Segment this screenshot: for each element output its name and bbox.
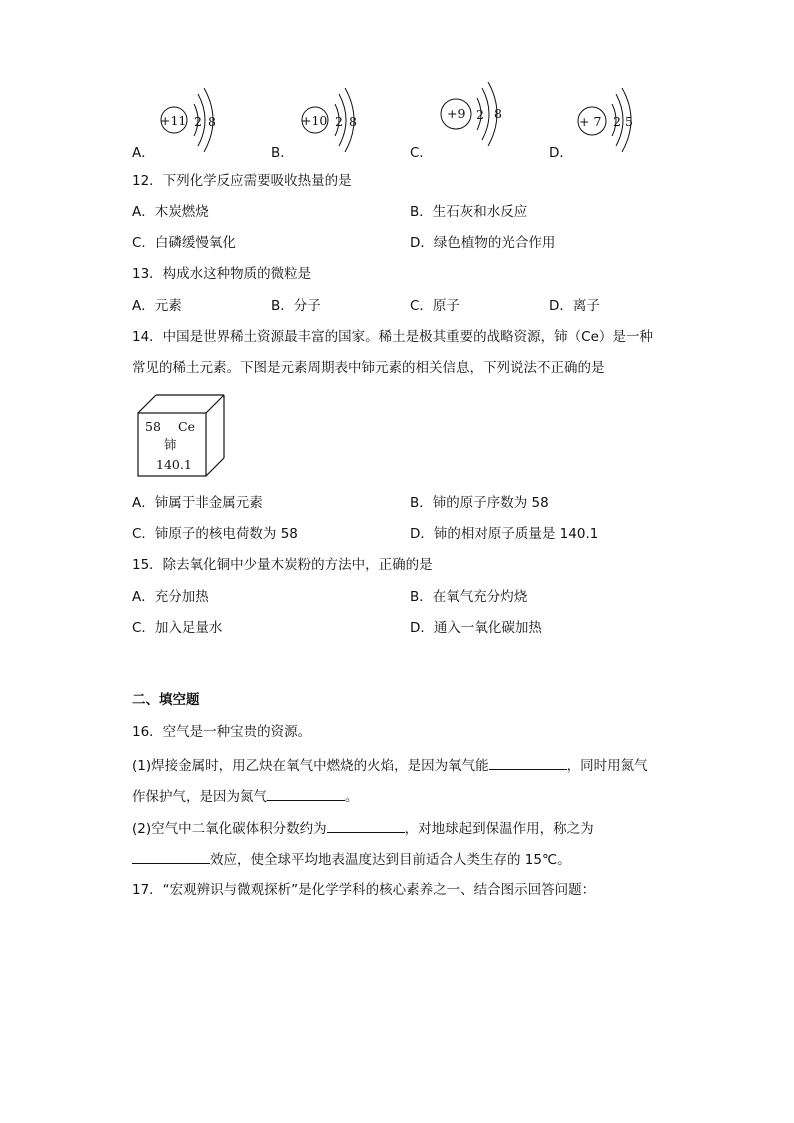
- shell1-c: 2: [476, 107, 484, 122]
- q15-option-c: C．加入足量水: [132, 620, 223, 636]
- q14-option-a: A．铈属于非金属元素: [132, 495, 263, 511]
- element-symbol: Ce: [178, 419, 195, 434]
- q12-option-c: C．白磷缓慢氧化: [132, 235, 236, 251]
- q14-stem-line2: 常见的稀土元素。下图是元素周期表中铈元素的相关信息，下列说法不正确的是: [132, 360, 605, 376]
- q12-option-a: A．木炭燃烧: [132, 204, 209, 220]
- answer-blank-3[interactable]: [327, 818, 405, 833]
- atom-diagram-c: [438, 78, 548, 150]
- q15-option-d: D．通入一氧化碳加热: [410, 620, 542, 636]
- q12-option-d: D．绿色植物的光合作用: [410, 235, 556, 251]
- q16-p1-text-b: ，同时用氮气: [566, 758, 648, 774]
- q16-part1-line2: [132, 786, 359, 806]
- q13-option-d: D．离子: [549, 298, 600, 314]
- answer-blank-2[interactable]: [267, 786, 345, 801]
- atomic-number: 58: [145, 419, 161, 434]
- q16-p1-text-a: (1)焊接金属时，用乙炔在氧气中燃烧的火焰，是因为氧气能: [132, 758, 489, 774]
- atom-diagram-a: [156, 84, 266, 156]
- option-b-letter: B．: [271, 145, 294, 161]
- shell1-d: 2: [613, 114, 621, 129]
- q12-option-b: B．生石灰和水反应: [410, 204, 528, 220]
- q16-p1-text-d: 。: [345, 789, 359, 805]
- atom-diagram-b: [298, 84, 408, 156]
- shell2-b: 8: [349, 114, 357, 129]
- answer-blank-4[interactable]: [132, 849, 210, 864]
- q15-option-b: B．在氧气充分灼烧: [410, 589, 528, 605]
- answer-blank-1[interactable]: [489, 755, 567, 770]
- q16-p2-text-b: ，对地球起到保温作用，称之为: [404, 821, 594, 837]
- shell1-b: 2: [335, 114, 343, 129]
- q14-option-c: C．铈原子的核电荷数为 58: [132, 526, 298, 542]
- nucleus-label-d: + 7: [579, 114, 602, 129]
- nucleus-label-a: +11: [160, 113, 187, 128]
- q16-part1-line1: [132, 755, 648, 775]
- nucleus-label-b: +10: [301, 113, 328, 128]
- q15-stem: 15．除去氧化铜中少量木炭粉的方法中，正确的是: [132, 557, 433, 573]
- element-name: 铈: [164, 437, 177, 452]
- shell2-c: 8: [494, 106, 502, 121]
- q16-p2-text-a: (2)空气中二氧化碳体积分数约为: [132, 821, 327, 837]
- q13-option-c: C．原子: [410, 298, 460, 314]
- atom-diagram-d: [576, 84, 686, 156]
- q16-part2-line2: [132, 849, 571, 869]
- q16-part2-line1: [132, 818, 594, 838]
- q13-stem: 13．构成水这种物质的微粒是: [132, 266, 312, 282]
- q16-stem: 16．空气是一种宝贵的资源。: [132, 724, 312, 740]
- option-c-letter: C．: [410, 145, 433, 161]
- q13-option-b: B．分子: [271, 298, 321, 314]
- q15-option-a: A．充分加热: [132, 589, 209, 605]
- q16-p1-text-c: 作保护气，是因为氮气: [132, 789, 267, 805]
- q14-stem-line1: 14．中国是世界稀土资源最丰富的国家。稀土是极其重要的战略资源，铈（Ce）是一种: [132, 329, 653, 345]
- option-a-letter: A．: [132, 145, 155, 161]
- q17-stem: 17．“宏观辨识与微观探析”是化学学科的核心素养之一、结合图示回答问题：: [132, 882, 596, 898]
- atomic-mass: 140.1: [156, 457, 192, 472]
- shell2-a: 8: [208, 114, 216, 129]
- q14-option-b: B．铈的原子序数为 58: [410, 495, 549, 511]
- section-title-fill-in: 二、填空题: [132, 692, 200, 708]
- q16-p2-text-c: 效应，使全球平均地表温度达到目前适合人类生存的 15℃。: [210, 852, 571, 868]
- option-d-letter: D．: [549, 145, 573, 161]
- q14-option-d: D．铈的相对原子质量是 140.1: [410, 526, 599, 542]
- shell2-d: 5: [625, 114, 633, 129]
- shell1-a: 2: [194, 114, 202, 129]
- nucleus-label-c: +9: [447, 106, 466, 121]
- element-cerium-cell: [136, 393, 228, 479]
- q13-option-a: A．元素: [132, 298, 182, 314]
- q12-stem: 12．下列化学反应需要吸收热量的是: [132, 173, 352, 189]
